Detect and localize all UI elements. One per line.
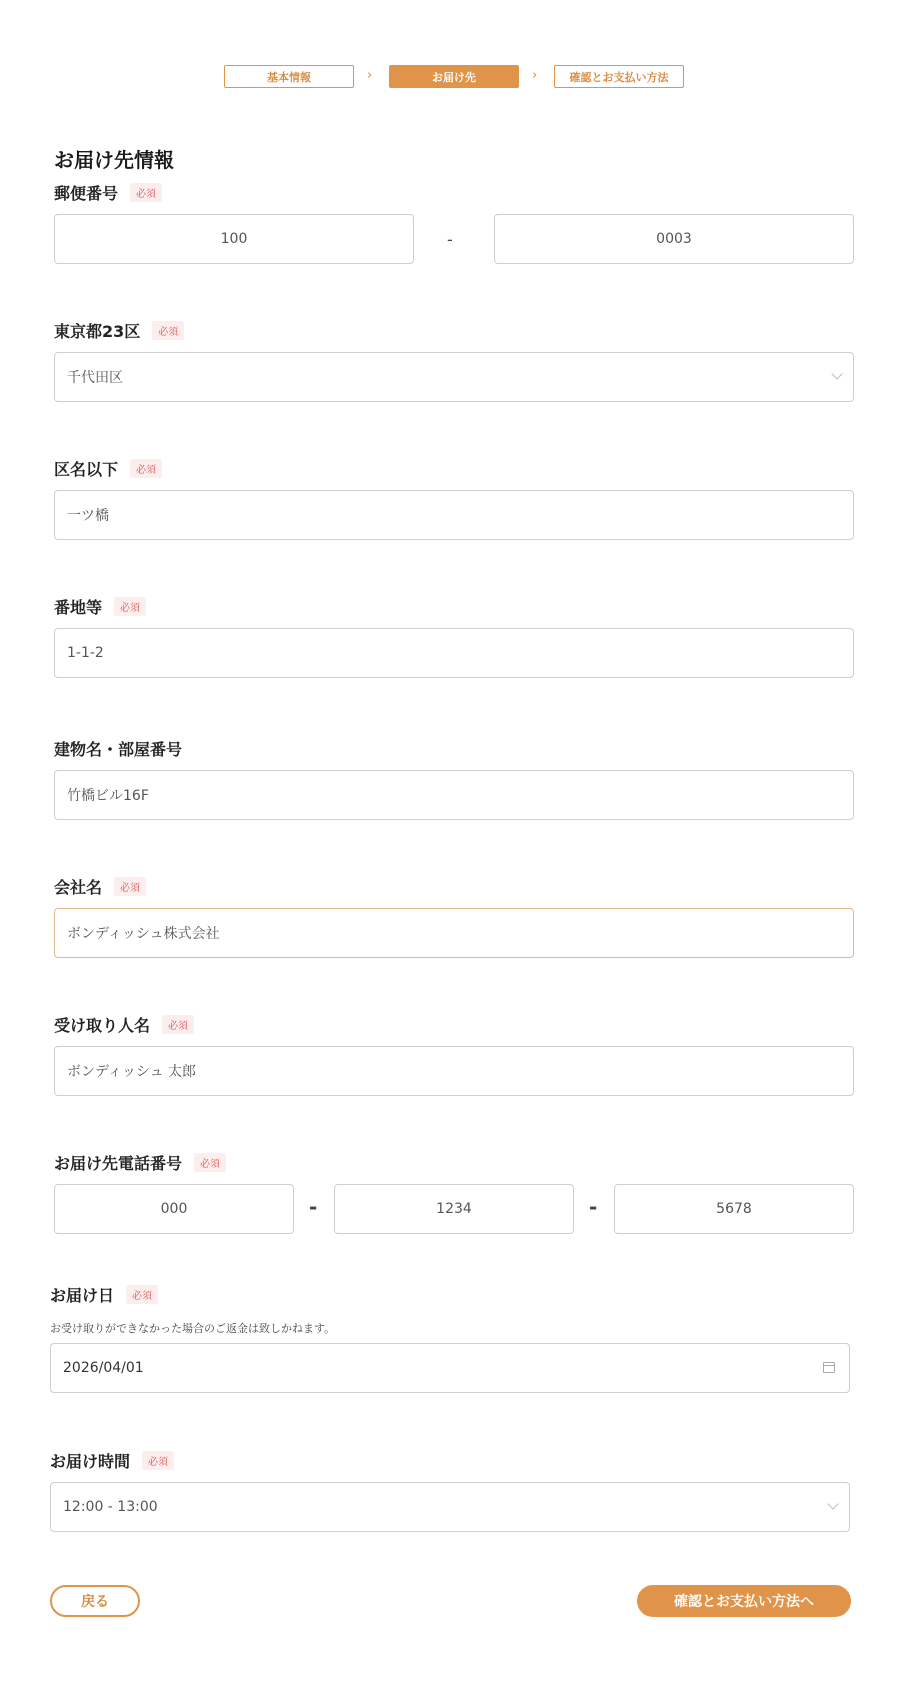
step-confirm-payment: 確認とお支払い方法: [554, 65, 684, 88]
recipient-input[interactable]: ボンディッシュ 太郎: [54, 1046, 854, 1096]
postal-label: 郵便番号: [54, 184, 119, 203]
delivery-date-label: お届け日: [50, 1286, 115, 1305]
company-input[interactable]: ボンディッシュ株式会社: [54, 908, 854, 958]
ward-label-row: [54, 319, 184, 342]
phone-separator: -: [589, 1195, 598, 1219]
building-input[interactable]: 竹橋ビル16F: [54, 770, 854, 820]
required-badge: 必須: [114, 597, 146, 616]
step-arrow-icon: ›: [532, 68, 538, 83]
required-badge: 必須: [114, 877, 146, 896]
required-badge: 必須: [126, 1285, 158, 1304]
ward-select[interactable]: [54, 352, 854, 402]
company-label-row: [54, 875, 146, 898]
company-label: 会社名: [54, 878, 103, 897]
phone-part3-input[interactable]: 5678: [614, 1184, 854, 1234]
delivery-time-label-row: [50, 1449, 174, 1472]
required-badge: 必須: [130, 183, 162, 202]
postal-label-row: [54, 181, 162, 204]
required-badge: 必須: [142, 1451, 174, 1470]
calendar-icon[interactable]: [823, 1362, 835, 1373]
step-indicator: [0, 65, 907, 89]
step-basic-info: 基本情報: [224, 65, 354, 88]
delivery-date-label-row: [50, 1283, 158, 1306]
address-label-row: [54, 595, 146, 618]
postal-code-part1-input[interactable]: 100: [54, 214, 414, 264]
required-badge: 必須: [130, 459, 162, 478]
delivery-time-value: 12:00 - 13:00: [63, 1499, 158, 1515]
phone-part2-input[interactable]: 1234: [334, 1184, 574, 1234]
chevron-down-icon: [831, 368, 842, 379]
district-input[interactable]: 一ツ橋: [54, 490, 854, 540]
address-label: 番地等: [54, 598, 103, 617]
chevron-down-icon: [827, 1498, 838, 1509]
postal-code-part2-input[interactable]: 0003: [494, 214, 854, 264]
delivery-date-input[interactable]: [50, 1343, 850, 1393]
building-label-row: [54, 737, 182, 760]
delivery-date-note: お受け取りができなかった場合のご返金は致しかねます。: [50, 1322, 336, 1335]
delivery-date-value: 2026/04/01: [63, 1360, 144, 1376]
delivery-time-select[interactable]: [50, 1482, 850, 1532]
recipient-label-row: [54, 1013, 194, 1036]
page-title: お届け先情報: [54, 148, 174, 172]
district-label-row: [54, 457, 162, 480]
required-badge: 必須: [152, 321, 184, 340]
required-badge: 必須: [162, 1015, 194, 1034]
phone-part1-input[interactable]: 000: [54, 1184, 294, 1234]
phone-separator: -: [309, 1195, 318, 1219]
delivery-time-label: お届け時間: [50, 1452, 131, 1471]
ward-select-value: 千代田区: [67, 370, 123, 386]
district-label: 区名以下: [54, 460, 119, 479]
address-input[interactable]: 1-1-2: [54, 628, 854, 678]
step-arrow-icon: ›: [367, 68, 373, 83]
postal-separator: -: [447, 230, 453, 249]
ward-label: 東京都23区: [54, 322, 141, 341]
building-label: 建物名・部屋番号: [54, 740, 183, 759]
back-button[interactable]: 戻る: [50, 1585, 140, 1617]
phone-label: お届け先電話番号: [54, 1154, 183, 1173]
recipient-label: 受け取り人名: [54, 1016, 151, 1035]
next-button[interactable]: 確認とお支払い方法へ: [637, 1585, 851, 1617]
step-delivery: お届け先: [389, 65, 519, 88]
phone-label-row: [54, 1151, 226, 1174]
required-badge: 必須: [194, 1153, 226, 1172]
